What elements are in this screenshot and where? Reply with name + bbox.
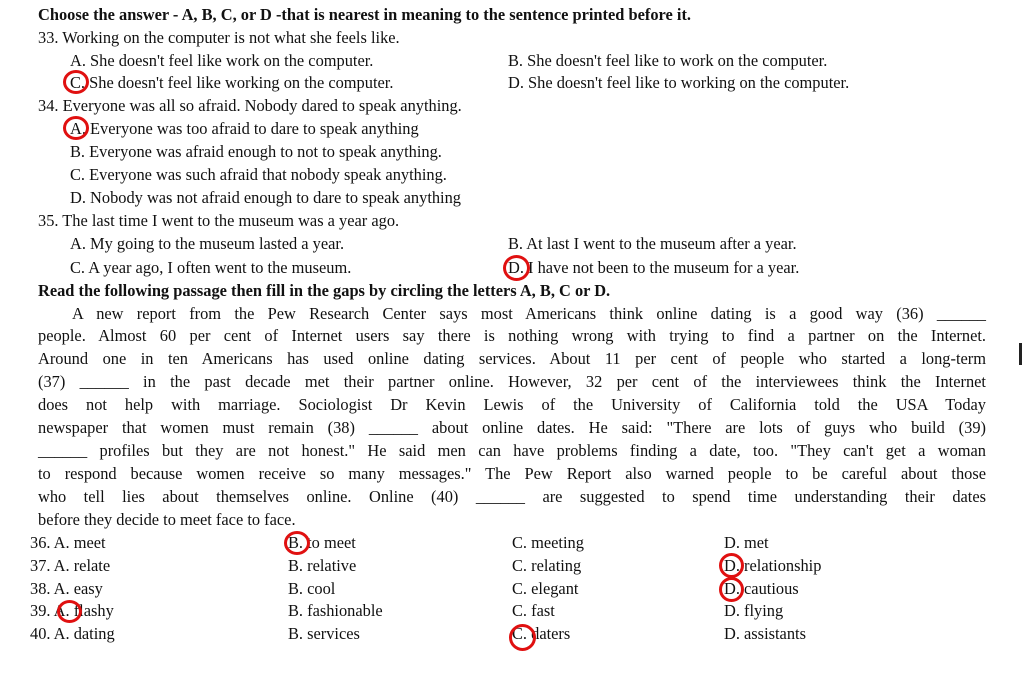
q35-option-b: B. At last I went to the museum after a year. bbox=[508, 234, 797, 253]
answer-circle-q40 bbox=[509, 624, 536, 651]
answer-circle-q36 bbox=[284, 531, 310, 555]
q34-option-c: C. Everyone was such afraid that nobody speak anything. bbox=[70, 165, 447, 184]
synonym-instruction: Choose the answer - A, B, C, or D -that is nearest in meaning to the sentence printed before it. bbox=[38, 5, 691, 24]
q33-option-a: A. She doesn't feel like work on the computer. bbox=[70, 51, 374, 70]
answer-38-c: C. elegant bbox=[512, 579, 579, 598]
answer-39-d: D. flying bbox=[724, 601, 784, 620]
q33-option-b: B. She doesn't feel like to work on the computer. bbox=[508, 51, 828, 70]
q35-option-c: C. A year ago, I often went to the museum. bbox=[70, 258, 352, 277]
edge-mark bbox=[1019, 343, 1022, 365]
answer-36-d: D. met bbox=[724, 533, 769, 552]
answer-40-d: D. assistants bbox=[724, 624, 806, 643]
q34-option-d: D. Nobody was not afraid enough to dare to speak anything bbox=[70, 188, 462, 207]
cloze-instruction: Read the following passage then fill in the gaps by circling the letters A, B, C or D. bbox=[38, 281, 611, 300]
passage-line: who tell lies about themselves online. Online (40) ______ are suggested to spend time understanding their dates bbox=[38, 487, 986, 506]
answer-circle-q38 bbox=[719, 577, 744, 602]
passage-line: before they decide to meet face to face. bbox=[38, 510, 296, 529]
question-34-stem: 34. Everyone was all so afraid. Nobody dared to speak anything. bbox=[38, 96, 462, 115]
passage-line: does not help with marriage. Sociologist Dr Kevin Lewis of the University of California told the USA Today bbox=[38, 395, 986, 414]
passage-line: Around one in ten Americans has used online dating services. About 11 per cent of people who started a long-term bbox=[38, 349, 986, 368]
answer-36-b: B. to meet bbox=[288, 533, 356, 552]
answer-39-c: C. fast bbox=[512, 601, 555, 620]
answer-circle-q39 bbox=[57, 600, 82, 623]
answer-40-c: C. daters bbox=[512, 624, 571, 643]
answer-37-a: 37. A. relate bbox=[30, 556, 111, 575]
q34-option-a: A. Everyone was too afraid to dare to speak anything bbox=[70, 119, 419, 138]
answer-37-c: C. relating bbox=[512, 556, 582, 575]
answer-40-a: 40. A. dating bbox=[30, 624, 115, 643]
answer-circle-q33 bbox=[63, 70, 89, 94]
passage-line: A new report from the Pew Research Center says most Americans think online dating is a good way (36) ______ bbox=[72, 304, 986, 323]
answer-37-b: B. relative bbox=[288, 556, 357, 575]
answer-40-b: B. services bbox=[288, 624, 360, 643]
answer-37-d: D. relationship bbox=[724, 556, 822, 575]
q35-option-a: A. My going to the museum lasted a year. bbox=[70, 234, 345, 253]
q34-option-b: B. Everyone was afraid enough to not to speak anything. bbox=[70, 142, 442, 161]
q33-option-d: D. She doesn't feel like to working on the computer. bbox=[508, 73, 850, 92]
answer-36-c: C. meeting bbox=[512, 533, 584, 552]
answer-circle-q34 bbox=[63, 116, 89, 140]
passage-line: ______ profiles but they are not honest." He said men can have problems finding a date, too. "They can't get a woman bbox=[38, 441, 986, 460]
question-35-stem: 35. The last time I went to the museum was a year ago. bbox=[38, 211, 400, 230]
passage-line: (37) ______ in the past decade met their partner online. However, 32 per cent of the interviewees think the Internet bbox=[38, 372, 986, 391]
answer-38-d: D. cautious bbox=[724, 579, 799, 598]
answer-39-a: 39. A. flashy bbox=[30, 601, 114, 620]
passage-line: newspaper that women must remain (38) ______ about online dates. He said: "There are lots of guys who build (39) bbox=[38, 418, 986, 437]
answer-circle-q37 bbox=[719, 553, 744, 578]
q33-option-c: C. She doesn't feel like working on the computer. bbox=[70, 73, 394, 92]
question-33-stem: 33. Working on the computer is not what she feels like. bbox=[38, 28, 400, 47]
passage-line: to respond because women receive so many messages." The Pew Report also warned people to be careful about those bbox=[38, 464, 986, 483]
answer-38-a: 38. A. easy bbox=[30, 579, 103, 598]
answer-circle-q35 bbox=[503, 255, 530, 281]
answer-39-b: B. fashionable bbox=[288, 601, 383, 620]
passage-line: people. Almost 60 per cent of Internet users say there is nothing wrong with trying to find a partner on the Internet. bbox=[38, 326, 986, 345]
answer-38-b: B. cool bbox=[288, 579, 336, 598]
q35-option-d: D. I have not been to the museum for a year. bbox=[508, 258, 800, 277]
answer-36-a: 36. A. meet bbox=[30, 533, 106, 552]
